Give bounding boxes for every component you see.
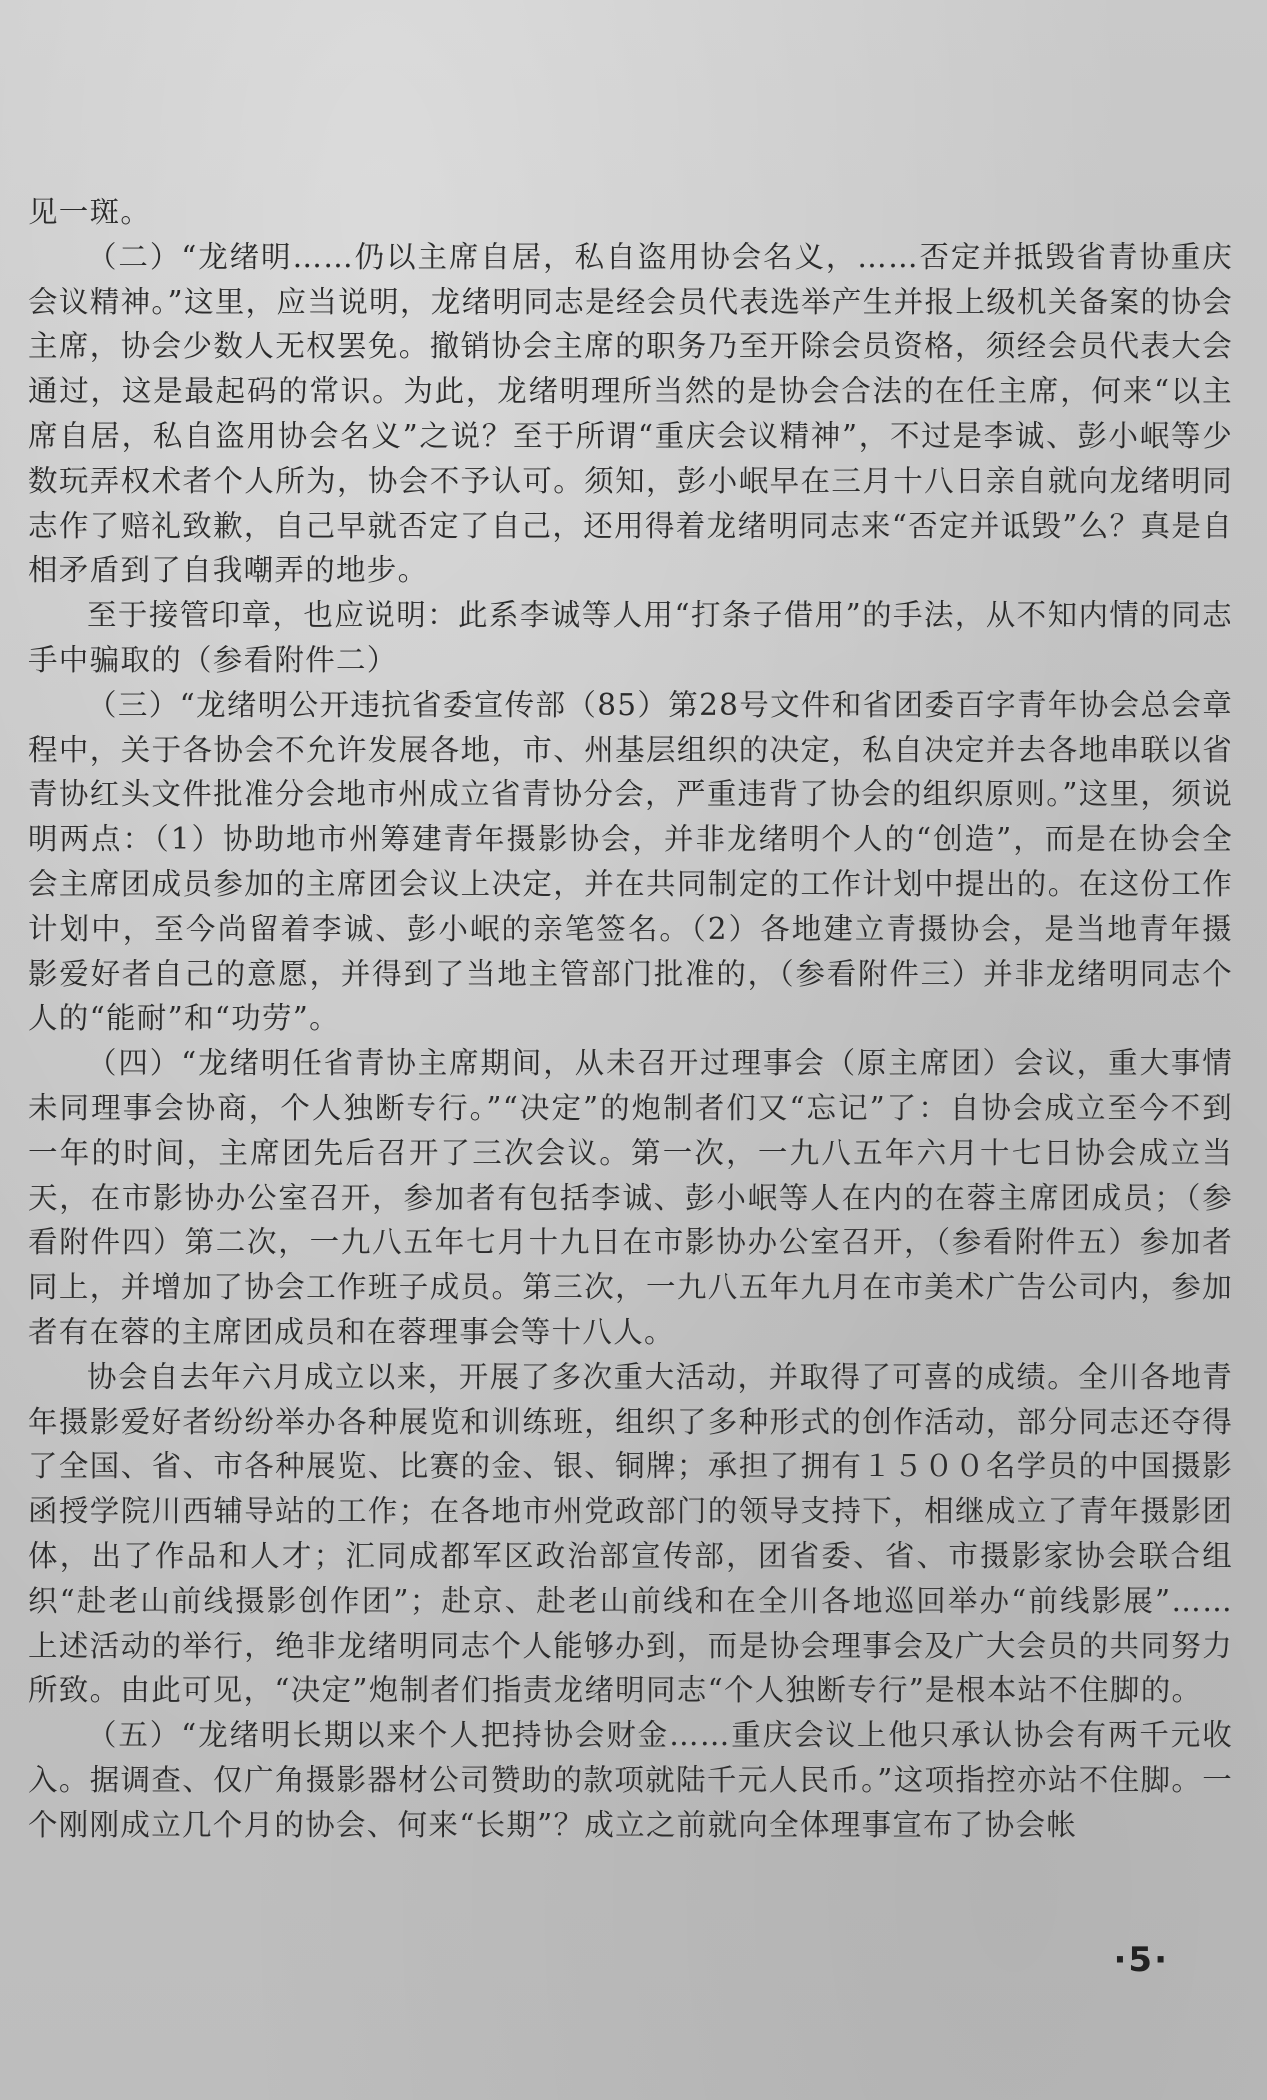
paragraph-section-5: （五）“龙绪明长期以来个人把持协会财金……重庆会议上他只承认协会有两千元收入。据调查、仅广角摄影器材公司赞助的款项就陆千元人民币。”这项指控亦站不住脚。一个刚刚成立几个月的协会、何来“长期”？成立之前就向全体理事宣布了协会帐 <box>28 1718 1233 1842</box>
page-number: ·5· <box>1113 1940 1169 1980</box>
paragraph-continuation: 见一斑。 <box>28 195 152 229</box>
paragraph-seal-note: 至于接管印章，也应说明：此系李诚等人用“打条子借用”的手法，从不知内情的同志手中骗取的（参看附件二） <box>28 598 1233 677</box>
paragraph-achievements: 协会自去年六月成立以来，开展了多次重大活动，并取得了可喜的成绩。全川各地青年摄影爱好者纷纷举办各种展览和训练班，组织了多种形式的创作活动，部分同志还夺得了全国、省、市各种展览、比赛的金、银、铜牌；承担了拥有１５００名学员的中国摄影函授学院川西辅导站的工作；在各地市州党政部门的领导支持下，相继成立了青年摄影团体，出了作品和人才；汇同成都军区政治部宣传部，团省委、省、市摄影家协会联合组织“赴老山前线摄影创作团”；赴京、赴老山前线和在全川各地巡回举办“前线影展”……上述活动的举行，绝非龙绪明同志个人能够办到，而是协会理事会及广大会员的共同努力所致。由此可见，“决定”炮制者们指责龙绪明同志“个人独断专行”是根本站不住脚的。 <box>28 1359 1233 1708</box>
paragraph-section-4: （四）“龙绪明任省青协主席期间，从未召开过理事会（原主席团）会议，重大事情未同理事会协商，个人独断专行。”“决定”的炮制者们又“忘记”了：自协会成立至今不到一年的时间，主席团先后召开了三次会议。第一次，一九八五年六月十七日协会成立当天，在市影协办公室召开，参加者有包括李诚、彭小岷等人在内的在蓉主席团成员；（参看附件四）第二次，一九八五年七月十九日在市影协办公室召开，（参看附件五）参加者同上，并增加了协会工作班子成员。第三次，一九八五年九月在市美术广告公司内，参加者有在蓉的主席团成员和在蓉理事会等十八人。 <box>28 1046 1233 1349</box>
body-text <box>28 190 1233 1847</box>
paragraph-section-3: （三）“龙绪明公开违抗省委宣传部（85）第28号文件和省团委百字青年协会总会章程中，关于各协会不允许发展各地，市、州基层组织的决定，私自决定并去各地串联以省青协红头文件批准分会地市州成立省青协分会，严重违背了协会的组织原则。”这里，须说明两点：（1）协助地市州筹建青年摄影协会，并非龙绪明个人的“创造”，而是在协会全会主席团成员参加的主席团会议上决定，并在共同制定的工作计划中提出的。在这份工作计划中，至今尚留着李诚、彭小岷的亲笔签名。（2）各地建立青摄协会，是当地青年摄影爱好者自己的意愿，并得到了当地主管部门批准的，（参看附件三）并非龙绪明同志个人的“能耐”和“功劳”。 <box>28 687 1233 1036</box>
paragraph-section-2: （二）“龙绪明……仍以主席自居，私自盗用协会名义，……否定并抵毁省青协重庆会议精神。”这里，应当说明，龙绪明同志是经会员代表选举产生并报上级机关备案的协会主席，协会少数人无权罢免。撤销协会主席的职务乃至开除会员资格，须经会员代表大会通过，这是最起码的常识。为此，龙绪明理所当然的是协会合法的在任主席，何来“以主席自居，私自盗用协会名义”之说？至于所谓“重庆会议精神”，不过是李诚、彭小岷等少数玩弄权术者个人所为，协会不予认可。须知，彭小岷早在三月十八日亲自就向龙绪明同志作了赔礼致歉，自己早就否定了自己，还用得着龙绪明同志来“否定并诋毁”么？真是自相矛盾到了自我嘲弄的地步。 <box>28 239 1233 588</box>
